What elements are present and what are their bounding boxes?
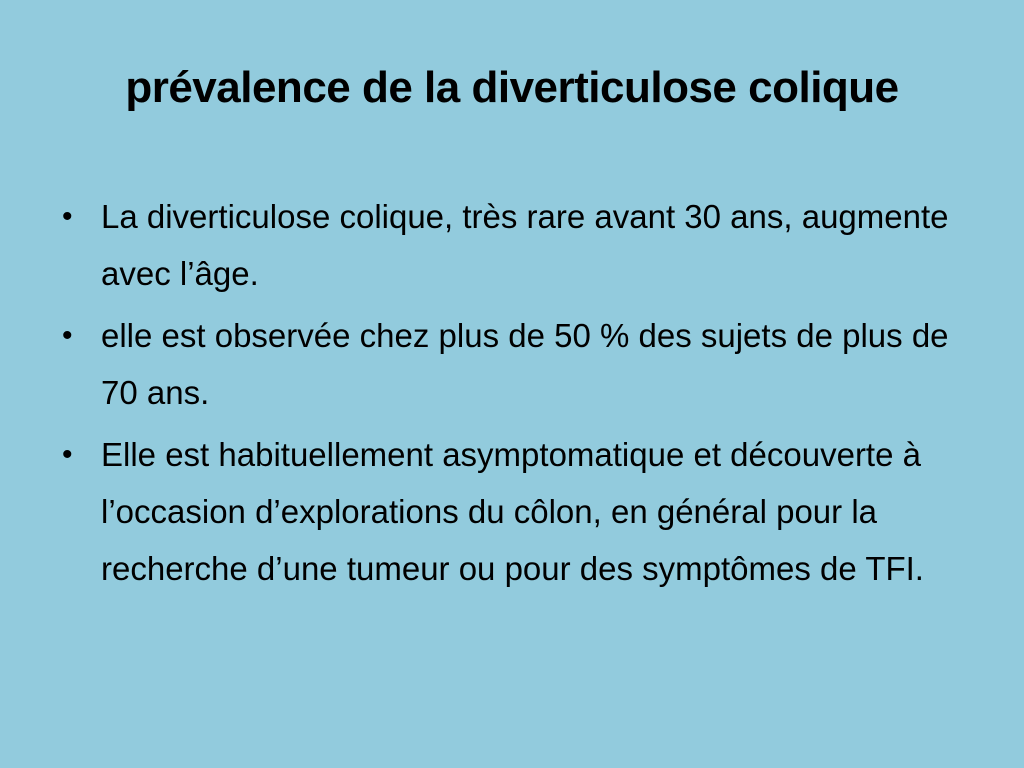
bullet-point-icon: • (62, 438, 73, 471)
bullet-list (58, 188, 958, 602)
bullet-item (58, 307, 958, 421)
bullet-item (58, 426, 958, 597)
bullet-point-icon: • (62, 200, 73, 233)
bullet-text: elle est observée chez plus de 50 % des sujets de plus de 70 ans. (101, 317, 949, 411)
bullet-text: Elle est habituellement asymptomatique et découverte à l’occasion d’explorations du côlon, en général pour la recherche d’une tumeur ou pour des symptômes de TFI. (101, 436, 924, 587)
bullet-item (58, 188, 958, 302)
slide-title: prévalence de la diverticulose colique (125, 63, 899, 112)
bullet-point-icon: • (62, 319, 73, 352)
bullet-text: La diverticulose colique, très rare avant 30 ans, augmente avec l’âge. (101, 198, 949, 292)
